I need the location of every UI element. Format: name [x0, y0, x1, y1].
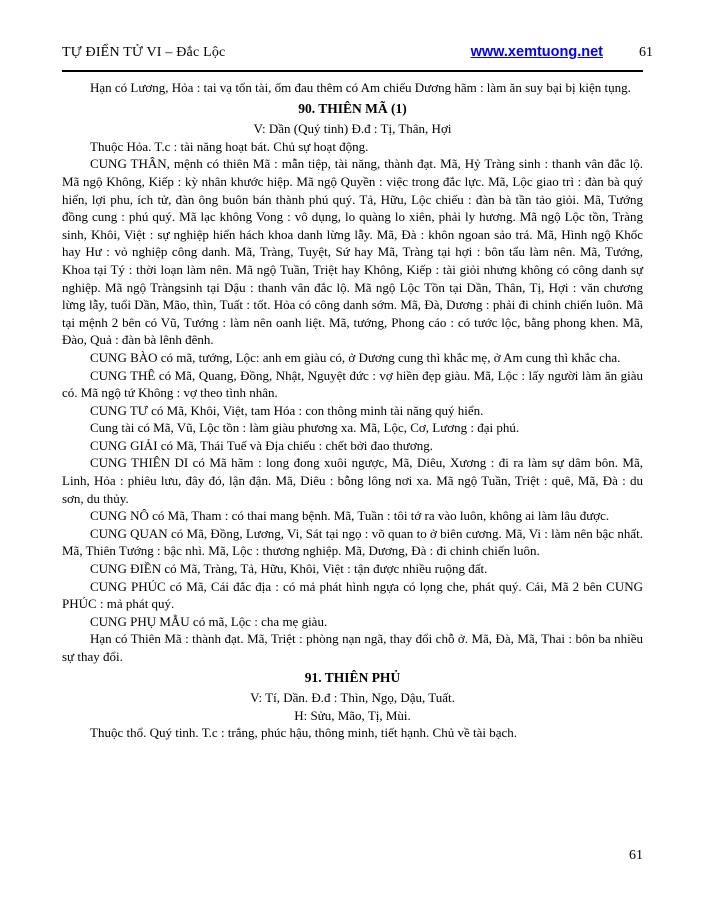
center-line: H: Sửu, Mão, Tị, Mùi. [294, 707, 411, 723]
paragraph: Cung tài có Mã, Vũ, Lộc tồn : làm giàu phương xa. Mã, Lộc, Cơ, Lương : đại phú. [90, 420, 520, 436]
paragraph: Thuộc Hỏa. T.c : tài năng hoạt bát. Chủ sự hoạt động. [90, 138, 369, 154]
paragraph: Thuộc thổ. Quý tinh. T.c : trắng, phúc hậu, thông minh, tiết hạnh. Chủ về tài bạch. [90, 725, 517, 741]
header-website-link[interactable]: www.xemtuong.net [470, 44, 603, 60]
page-footer [629, 848, 643, 864]
paragraph: CUNG TƯ có Mã, Khôi, Việt, tam Hóa : con thông minh tài năng quý hiển. [90, 402, 484, 418]
center-line: V: Tí, Dần. Đ.đ : Thìn, Ngọ, Dậu, Tuất. [250, 690, 455, 706]
paragraph: CUNG GIẢI có Mã, Thái Tuế và Địa chiếu : chết bởi đao thương. [90, 437, 433, 453]
paragraph: CUNG ĐIỀN có Mã, Tràng, Tả, Hữu, Khôi, Việt : tận được nhiều ruộng đất. [90, 561, 488, 577]
paragraph: Hạn có Thiên Mã : thành đạt. Mã, Triệt : phòng nạn ngã, thay đổi chỗ ở. Mã, Đà, Mã, Thai : bôn ba nhiều sự thay đổi. [62, 631, 643, 664]
paragraph: CUNG THÂN, mệnh có thiên Mã : mẫn tiệp, tài năng, thành đạt. Mã, Hỷ Tràng sinh : thanh vân đắc lộ. Mã ngộ Không, Kiếp : kỳ nhân khước hiệp. Mã ngộ Quyền : việc trong đắc lực. Mã, Lộc giao trì : đàn bà quý hiển, lợi phu, ích tử, đàn ông buôn bán thành phú quý. Tả, Hữu, Lộc chiếu : đàn bà tần tảo giỏi. Mã, Tướng đồng cung : phú quý. Mã lạc không Vong : vô dụng, lo quàng lo xiên, phải ly hương. Mã ngộ Lộc tồn, Tràng sinh, Khôi, Việt : sự nghiệp hiển hách khoa danh lừng lẫy. Mã, Đà : khôn ngoan sảo trá. Mã, Hình ngộ Khốc hay Hư : vỏ nghiệp công danh. Mã, Tràng, Tuyệt, Sứ hay Mã, Tràng tại hợi : bôn tẩu làm nên. Mã, Tướng, Khoa tại Tý : thời loạn làm nên. Mã ngộ Tuần, Triệt hay Không, Kiếp : tài giỏi nhưng không có công danh sự nghiệp. Mã ngộ Tràngsinh tại Dậu : thanh vân đắc lộ. Mã ngộ Lộc Tồn tại Dần, Thân, Tị, Hợi : văn chương lừng lẫy, tuổi Dần, Mão, thìn, Tuất : tốt. Hỏa có công danh sớm. Mã, Đà, Dương : phải đi chinh chiến luôn. Mã tại mệnh 2 bên có Vũ, Tướng : làm nên oanh liệt. Mã, tướng, Phong cáo : có tước lộc, bằng phong khen. Mã, Đào, Quả : đàn bà lênh đênh. [62, 156, 643, 348]
paragraph: CUNG THÊ có Mã, Quang, Đồng, Nhật, Nguyệt đức : vợ hiền đẹp giàu. Mã, Lộc : lấy người làm ăn giàu có. Mã ngộ tứ Không : vợ theo tình nhân. [62, 367, 643, 401]
paragraph: Hạn có Lương, Hỏa : tai vạ tổn tài, ốm đau thêm có Am chiếu Dương hãm : làm ăn suy bại bị kiện tụng. [90, 80, 631, 95]
header-right-group [470, 44, 653, 61]
paragraph: CUNG BÀO có mã, tướng, Lộc: anh em giàu có, ở Dương cung thì khắc mẹ, ở Am cung thì khắc cha. [90, 349, 621, 365]
paragraph: CUNG PHÚC có Mã, Cái đắc địa : có mả phát hình ngựa có lọng che, phát quý. Cái, Mã 2 bên CUNG PHÚC : mả phát quý. [62, 578, 643, 612]
section-heading: 91. THIÊN PHỦ [304, 669, 401, 685]
header-page-number: 61 [639, 45, 653, 60]
footer-page-number: 61 [629, 848, 643, 863]
document-content [62, 79, 643, 742]
section-heading: 90. THIÊN MÃ (1) [298, 100, 407, 116]
paragraph: CUNG THIÊN DI có Mã hãm : long đong xuôi ngược, Mã, Diêu, Xương : đi ra làm sự dâm bôn. Mã, Linh, Hỏa : phiêu lưu, đây đó, lận đận. Mã, Diêu : bỗng lông nơi xa. Mã ngộ Tuần, Triệt : quê, Mã, Đà : du sơn, du thủy. [62, 455, 643, 506]
paragraph: CUNG NÔ có Mã, Tham : có thai mang bệnh. Mã, Tuần : tôi tớ ra vào luôn, không ai làm lâu được. [90, 508, 610, 524]
paragraph: CUNG QUAN có Mã, Đồng, Lương, Vi, Sát tại ngọ : võ quan to ở biên cương. Mã, Vi : làm nên bậc nhất. Mã, Thiên Tướng : bậc nhì. Mã, Lộc : thương nghiệp. Mã, Dương, Đà : đi chinh chiến luôn. [62, 525, 643, 559]
header-divider [62, 70, 643, 72]
paragraph: CUNG PHỤ MẪU có mã, Lộc : cha mẹ giàu. [90, 613, 328, 629]
center-line: V: Dần (Quý tinh) Đ.đ : Tị, Thân, Hợi [253, 121, 452, 137]
header-title: TỰ ĐIỂN TỬ VI – Đắc Lộc [62, 45, 226, 60]
page-header [62, 44, 653, 61]
